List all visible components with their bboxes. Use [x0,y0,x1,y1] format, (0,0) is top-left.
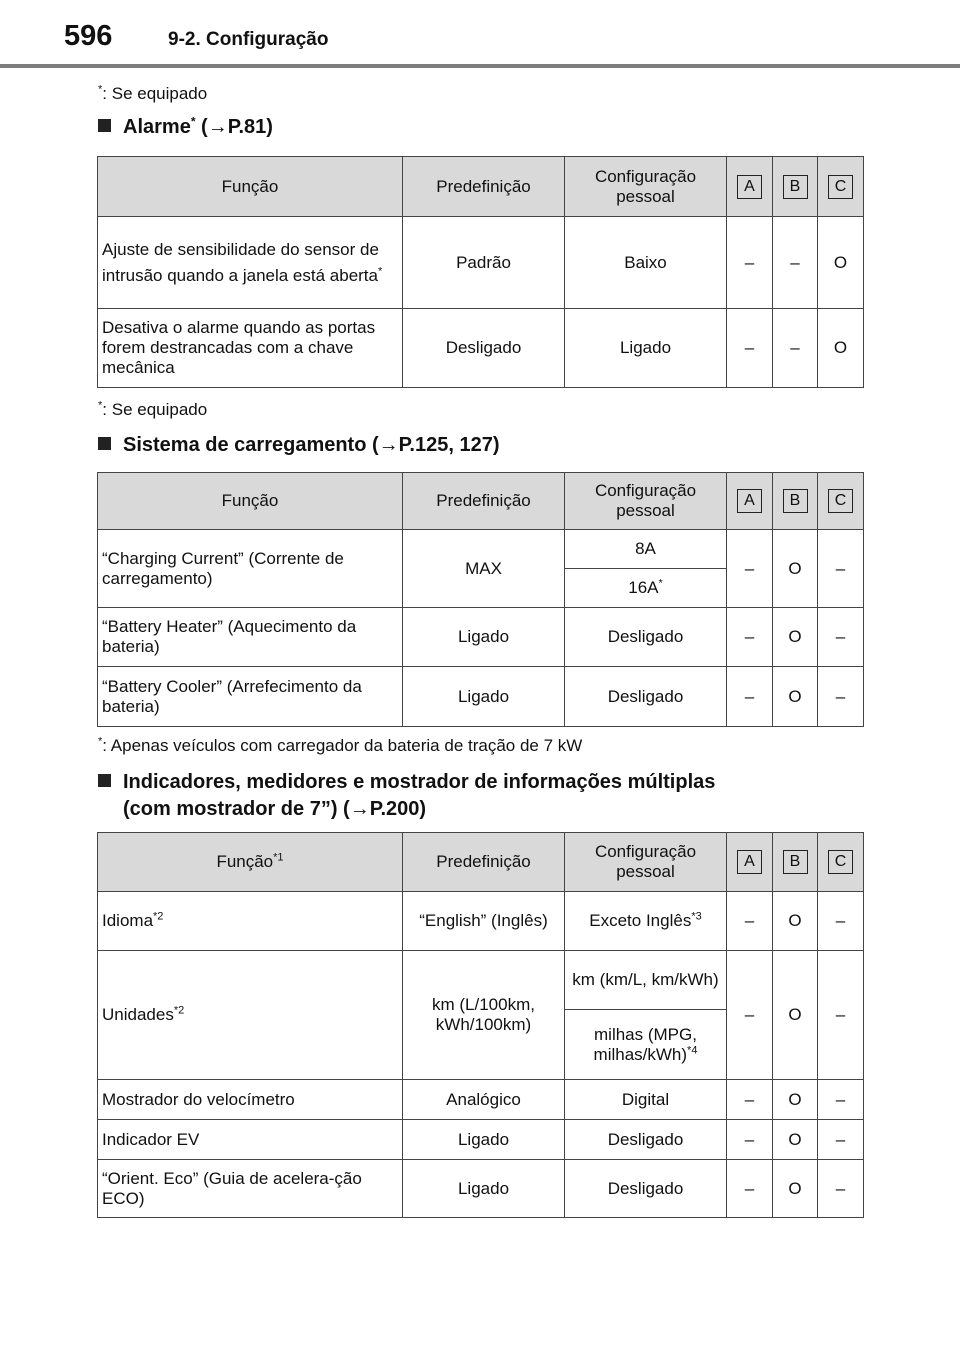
c-cell: O [818,217,864,309]
config-cell: Desligado [565,608,727,667]
config-cell: Desligado [565,1160,727,1218]
table-header-row [98,473,864,530]
col-config-pessoal: Configuração pessoal [565,833,727,892]
table-row [98,892,864,951]
config-cell: Exceto Inglês$^{*3}$ [565,892,727,951]
table-row [98,1160,864,1218]
default-cell: Ligado [403,667,565,727]
default-cell: Padrão [403,217,565,309]
b-cell: O [773,951,818,1080]
table-row [98,667,864,727]
c-cell: – [818,1080,864,1120]
charging-table [97,472,864,727]
col-b [773,157,818,217]
b-cell: – [773,309,818,388]
func-cell: “Battery Cooler” (Arrefecimento da bateria) [98,667,403,727]
default-cell: km (L/100km, kWh/100km) [403,951,565,1080]
table-row [98,309,864,388]
table-row [98,217,864,309]
default-cell: Ligado [403,1120,565,1160]
col-predefinicao: Predefinição [403,833,565,892]
a-cell: – [727,667,773,727]
config-cell: Digital [565,1080,727,1120]
col-config-pessoal: Configuração pessoal [565,473,727,530]
func-cell: Unidades$^{*2}$ [98,951,403,1080]
c-cell: – [818,1120,864,1160]
footnote-7kw: *: Apenas veículos com carregador da bateria de tração de 7 kW [98,735,583,755]
a-cell: – [727,530,773,608]
col-c [818,833,864,892]
badge-a: A [737,489,762,513]
b-cell: O [773,892,818,951]
b-cell: O [773,608,818,667]
func-cell: Ajuste de sensibilidade do sensor de intrusão quando a janela está aberta* [98,217,403,309]
config-cell: 16A* [565,569,727,608]
config-cell: 8A [565,530,727,569]
badge-c: C [828,850,853,874]
alarm-heading: Alarme* (→P.81) [98,114,273,141]
func-cell: Mostrador do velocímetro [98,1080,403,1120]
badge-c: C [828,175,853,199]
page-header [0,0,960,68]
header-divider [0,64,960,68]
col-b [773,833,818,892]
b-cell: O [773,667,818,727]
default-cell: Desligado [403,309,565,388]
default-cell: MAX [403,530,565,608]
c-cell: – [818,530,864,608]
a-cell: – [727,608,773,667]
c-cell: – [818,892,864,951]
table-header-row [98,833,864,892]
table-row [98,608,864,667]
display-table [97,832,864,1218]
a-cell: – [727,1120,773,1160]
table-row [98,951,864,1010]
table-row [98,530,864,569]
b-cell: O [773,1160,818,1218]
col-funcao: Função [98,157,403,217]
table-row [98,1080,864,1120]
a-cell: – [727,892,773,951]
func-cell: “Battery Heater” (Aquecimento da bateria) [98,608,403,667]
func-cell: Idioma$^{*2}$ [98,892,403,951]
func-cell: “Charging Current” (Corrente de carregamento) [98,530,403,608]
col-config-pessoal: Configuração pessoal [565,157,727,217]
b-cell: – [773,217,818,309]
c-cell: – [818,667,864,727]
c-cell: – [818,608,864,667]
b-cell: O [773,530,818,608]
col-predefinicao: Predefinição [403,473,565,530]
display-heading: Indicadores, medidores e mostrador de informações múltiplas (com mostrador de 7”) (→P.200) [98,769,715,823]
config-cell: Baixo [565,217,727,309]
page-number: 596 [64,20,113,52]
col-c [818,473,864,530]
col-a [727,157,773,217]
func-cell: Desativa o alarme quando as portas forem destrancadas com a chave mecânica [98,309,403,388]
col-funcao: Função [98,473,403,530]
b-cell: O [773,1120,818,1160]
config-cell: km (km/L, km/kWh) [565,951,727,1010]
default-cell: Ligado [403,608,565,667]
col-b [773,473,818,530]
bullet-square-icon [98,119,111,132]
config-cell: milhas (MPG, milhas/kWh)$^{*4}$ [565,1010,727,1080]
table-row [98,1120,864,1160]
a-cell: – [727,1160,773,1218]
badge-b: B [783,175,808,199]
table-header-row [98,157,864,217]
bullet-square-icon [98,437,111,450]
footnote-equipped: *: Se equipado [98,399,208,419]
a-cell: – [727,951,773,1080]
func-cell: “Orient. Eco” (Guia de acelera-ção ECO) [98,1160,403,1218]
col-a [727,473,773,530]
badge-c: C [828,489,853,513]
a-cell: – [727,217,773,309]
section-title: 9-2. Configuração [168,29,329,50]
badge-b: B [783,850,808,874]
footnote-equipped: *: Se equipado [98,83,208,103]
func-cell: Indicador EV [98,1120,403,1160]
b-cell: O [773,1080,818,1120]
default-cell: “English” (Inglês) [403,892,565,951]
col-c [818,157,864,217]
charging-heading: Sistema de carregamento (→P.125, 127) [98,432,499,459]
c-cell: – [818,951,864,1080]
a-cell: – [727,309,773,388]
default-cell: Analógico [403,1080,565,1120]
config-cell: Desligado [565,667,727,727]
default-cell: Ligado [403,1160,565,1218]
bullet-square-icon [98,774,111,787]
badge-a: A [737,850,762,874]
c-cell: O [818,309,864,388]
col-funcao: Função$^{*1}$ [98,833,403,892]
a-cell: – [727,1080,773,1120]
col-predefinicao: Predefinição [403,157,565,217]
config-cell: Desligado [565,1120,727,1160]
badge-a: A [737,175,762,199]
alarm-table [97,156,864,388]
badge-b: B [783,489,808,513]
config-cell: Ligado [565,309,727,388]
c-cell: – [818,1160,864,1218]
col-a [727,833,773,892]
